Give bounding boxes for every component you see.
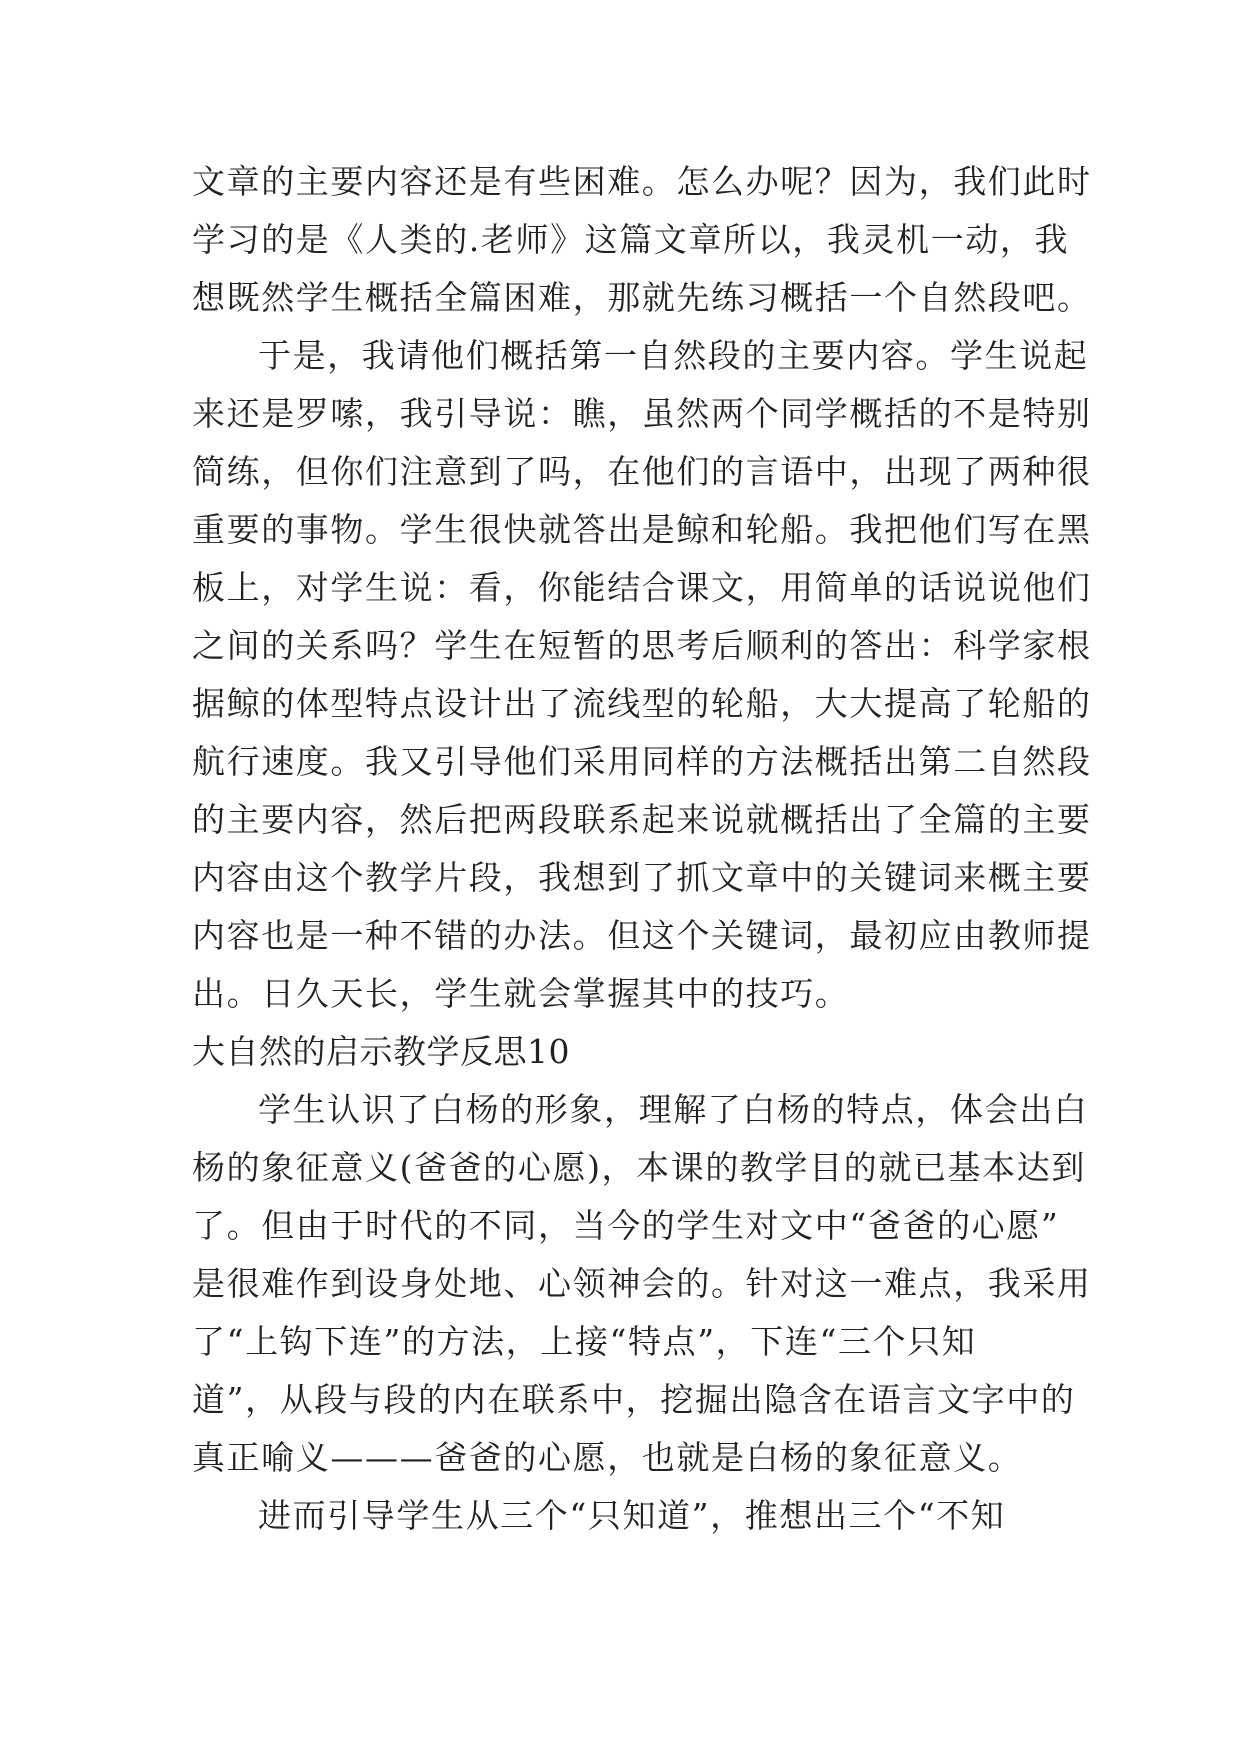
text-line: 内容由这个教学片段，我想到了抓文章中的关键词来概主要 [192,858,1092,897]
text-line: 真正喻义———爸爸的心愿，也就是白杨的象征意义。 [192,1438,1023,1477]
text-line: 是很难作到设身处地、心领神会的。针对这一难点，我采用 [192,1264,1092,1303]
text-line: 简练，但你们注意到了吗，在他们的言语中，出现了两种很 [192,452,1092,491]
text-line: 的主要内容，然后把两段联系起来说就概括出了全篇的主要 [192,800,1092,839]
paragraph-start-line: 学生认识了白杨的形象，理解了白杨的特点，体会出白 [258,1090,1089,1129]
text-line: 文章的主要内容还是有些困难。怎么办呢？因为，我们此时 [192,162,1092,201]
text-line: 出。日久天长，学生就会掌握其中的技巧。 [192,974,850,1013]
text-line: 内容也是一种不错的办法。但这个关键词，最初应由教师提 [192,916,1092,955]
text-line: 板上，对学生说：看，你能结合课文，用简单的话说说他们 [192,568,1092,607]
text-line: 据鲸的体型特点设计出了流线型的轮船，大大提高了轮船的 [192,684,1092,723]
section-heading: 大自然的启示教学反思10 [192,1032,570,1071]
text-line: 道”，从段与段的内在联系中，挖掘出隐含在语言文字中的 [192,1380,1076,1419]
document-page [192,0,1092,1754]
text-line: 来还是罗嗦，我引导说：瞧，虽然两个同学概括的不是特别 [192,394,1092,433]
text-line: 想既然学生概括全篇困难，那就先练习概括一个自然段吧。 [192,278,1092,317]
text-line: 重要的事物。学生很快就答出是鲸和轮船。我把他们写在黑 [192,510,1092,549]
text-line: 航行速度。我又引导他们采用同样的方法概括出第二自然段 [192,742,1092,781]
text-line: 了。但由于时代的不同，当今的学生对文中“爸爸的心愿” [192,1206,1060,1245]
paragraph-start-line: 于是，我请他们概括第一自然段的主要内容。学生说起 [258,336,1089,375]
text-line: 了“上钩下连”的方法，上接“特点”，下连“三个只知 [192,1322,977,1361]
text-line: 之间的关系吗？学生在短暂的思考后顺利的答出：科学家根 [192,626,1092,665]
paragraph-start-line: 进而引导学生从三个“只知道”，推想出三个“不知 [258,1496,1006,1535]
text-line: 杨的象征意义(爸爸的心愿)，本课的教学目的就已基本达到 [192,1148,1086,1187]
text-line: 学习的是《人类的.老师》这篇文章所以，我灵机一动，我 [192,220,1070,259]
